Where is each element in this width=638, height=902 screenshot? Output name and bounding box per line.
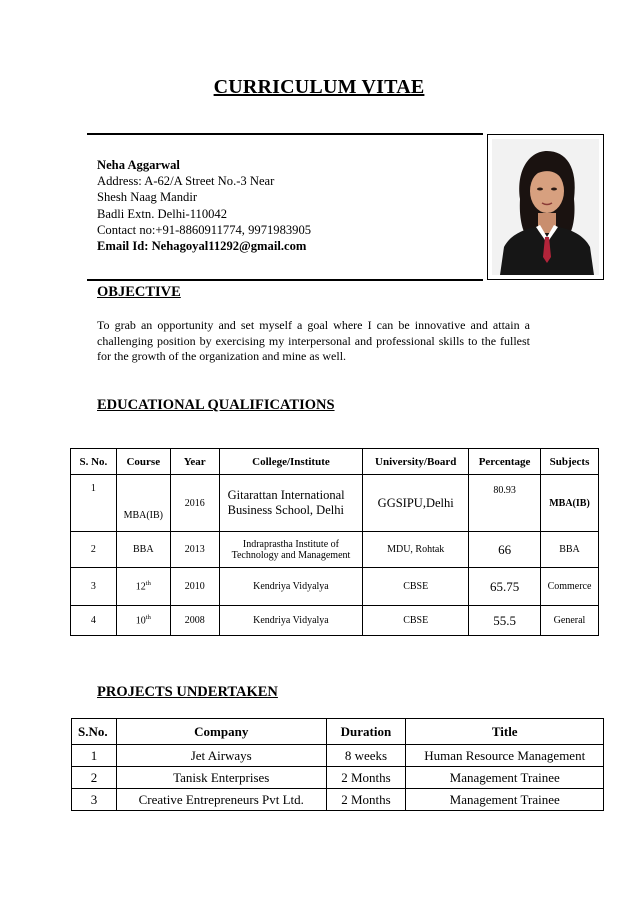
course-superscript: th xyxy=(145,614,151,622)
column-header: S. No. xyxy=(71,449,117,475)
cell-sno: 4 xyxy=(71,606,117,636)
cell-year: 2013 xyxy=(170,532,219,568)
cell-college: Gitarattan International Business School, Delhi xyxy=(219,475,363,532)
cell-university: CBSE xyxy=(363,568,469,606)
column-header: Year xyxy=(170,449,219,475)
column-header: Subjects xyxy=(541,449,599,475)
cell-sno: 3 xyxy=(72,789,117,811)
cell-sno: 1 xyxy=(72,745,117,767)
cell-title: Management Trainee xyxy=(406,789,604,811)
cell-percentage: 66 xyxy=(469,532,541,568)
cell-percentage: 55.5 xyxy=(469,606,541,636)
table-row xyxy=(71,475,599,532)
cell-sno: 2 xyxy=(71,532,117,568)
objective-text: To grab an opportunity and set myself a goal where I can be innovative and attain a challenging position by exercising my interpersonal and professional skills to the fullest for the growth of the organization and mine as well. xyxy=(97,318,530,363)
education-heading: EDUCATIONAL QUALIFICATIONS xyxy=(97,397,335,413)
column-header: College/Institute xyxy=(219,449,363,475)
contact-numbers: Contact no:+91-8860911774, 9971983905 xyxy=(97,222,312,237)
table-header-row xyxy=(72,719,604,745)
cell-title: Human Resource Management xyxy=(406,745,604,767)
column-header: Duration xyxy=(326,719,406,745)
cell-subjects: General xyxy=(541,606,599,636)
profile-photo xyxy=(492,139,599,275)
table-row xyxy=(72,745,604,767)
cell-subjects: BBA xyxy=(541,532,599,568)
table-row xyxy=(72,789,604,811)
divider-top xyxy=(87,133,483,135)
course-superscript: th xyxy=(145,580,151,588)
cell-course: BBA xyxy=(116,532,170,568)
cell-university: MDU, Rohtak xyxy=(363,532,469,568)
address-line-2: Shesh Naag Mandir xyxy=(97,190,198,205)
cell-year: 2010 xyxy=(170,568,219,606)
cell-company: Creative Entrepreneurs Pvt Ltd. xyxy=(116,789,326,811)
column-header: University/Board xyxy=(363,449,469,475)
address-line-1: Address: A-62/A Street No.-3 Near xyxy=(97,174,275,189)
cell-title: Management Trainee xyxy=(406,767,604,789)
cell-duration: 2 Months xyxy=(326,767,406,789)
cell-duration: 2 Months xyxy=(326,789,406,811)
cell-course: MBA(IB) xyxy=(116,475,170,532)
column-header: Percentage xyxy=(469,449,541,475)
table-row xyxy=(71,532,599,568)
table-row xyxy=(72,767,604,789)
course-number: 12 xyxy=(135,581,146,593)
email-address: Email Id: Nehagoyal11292@gmail.com xyxy=(97,239,307,254)
cell-sno: 1 xyxy=(71,475,117,532)
cell-sno: 2 xyxy=(72,767,117,789)
objective-heading: OBJECTIVE xyxy=(97,284,181,300)
cell-percentage: 80.93 xyxy=(469,475,541,532)
cell-company: Tanisk Enterprises xyxy=(116,767,326,789)
profile-photo-frame xyxy=(487,134,604,280)
table-row xyxy=(71,606,599,636)
cell-college: Indraprastha Institute of Technology and Management xyxy=(219,532,363,568)
cell-year: 2016 xyxy=(170,475,219,532)
table-header-row xyxy=(71,449,599,475)
column-header: Title xyxy=(406,719,604,745)
projects-heading: PROJECTS UNDERTAKEN xyxy=(97,684,278,700)
course-number: 10 xyxy=(135,615,146,627)
personal-details xyxy=(97,157,311,254)
projects-table xyxy=(71,718,604,811)
candidate-name: Neha Aggarwal xyxy=(97,158,180,172)
table-row xyxy=(71,568,599,606)
page-title: CURRICULUM VITAE xyxy=(213,76,425,98)
cell-sno: 3 xyxy=(71,568,117,606)
cell-course xyxy=(116,606,170,636)
education-table xyxy=(70,448,599,636)
column-header: S.No. xyxy=(72,719,117,745)
address-line-3: Badli Extn. Delhi-110042 xyxy=(97,206,228,221)
cell-percentage: 65.75 xyxy=(469,568,541,606)
column-header: Course xyxy=(116,449,170,475)
cell-company: Jet Airways xyxy=(116,745,326,767)
cell-college: Kendriya Vidyalya xyxy=(219,568,363,606)
cell-year: 2008 xyxy=(170,606,219,636)
cell-subjects: Commerce xyxy=(541,568,599,606)
divider-middle xyxy=(87,279,483,281)
cell-university: GGSIPU,Delhi xyxy=(363,475,469,532)
cell-subjects: MBA(IB) xyxy=(541,475,599,532)
cell-college: Kendriya Vidyalya xyxy=(219,606,363,636)
cell-university: CBSE xyxy=(363,606,469,636)
cell-duration: 8 weeks xyxy=(326,745,406,767)
column-header: Company xyxy=(116,719,326,745)
cell-course xyxy=(116,568,170,606)
